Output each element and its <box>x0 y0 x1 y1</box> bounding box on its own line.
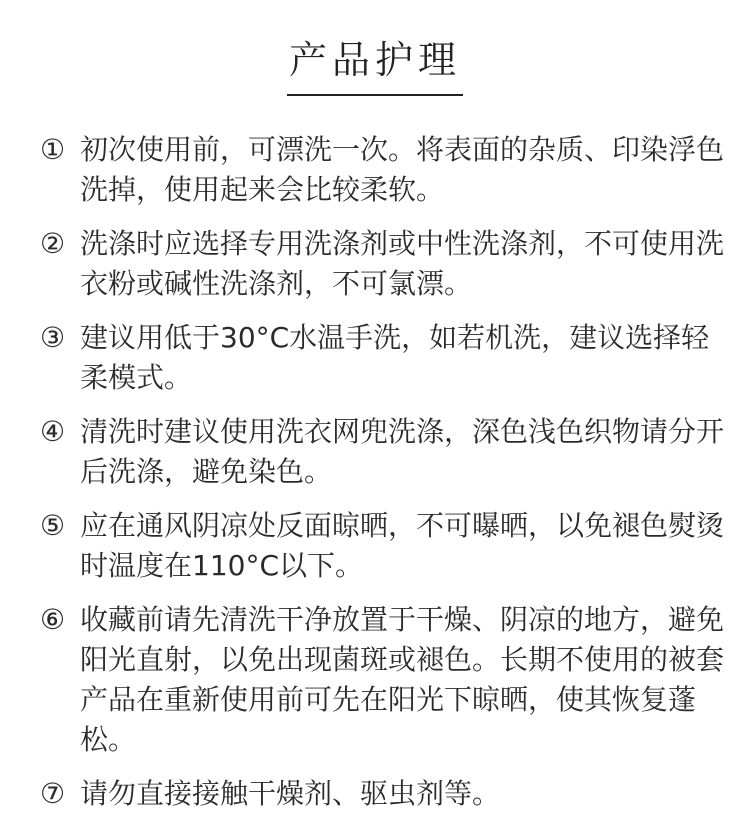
item-number: ④ <box>40 415 66 448</box>
care-list <box>40 130 730 828</box>
title-block <box>0 34 750 96</box>
item-number: ⑥ <box>40 603 66 636</box>
item-number: ② <box>40 227 66 260</box>
care-item-6 <box>40 600 730 760</box>
item-text: 请勿直接接触干燥剂、驱虫剂等。 <box>80 777 501 810</box>
item-number: ③ <box>40 321 66 354</box>
page-title: 产品护理 <box>287 34 463 96</box>
item-text: 收藏前请先清洗干净放置于干燥、阴凉的地方，避免阳光直射，以免出现菌斑或褪色。长期不使用的被套产品在重新使用前可先在阳光下晾晒，使其恢复蓬松。 <box>80 603 725 756</box>
item-text: 建议用低于30°C水温手洗，如若机洗，建议选择轻柔模式。 <box>80 321 710 394</box>
care-item-5 <box>40 506 730 586</box>
care-item-1 <box>40 130 730 210</box>
care-item-2 <box>40 224 730 304</box>
care-item-4 <box>40 412 730 492</box>
care-item-3 <box>40 318 730 398</box>
item-text: 清洗时建议使用洗衣网兜洗涤，深色浅色织物请分开后洗涤，避免染色。 <box>80 415 725 488</box>
item-number: ⑤ <box>40 509 66 542</box>
item-number: ① <box>40 133 66 166</box>
care-item-7 <box>40 774 730 814</box>
item-text: 初次使用前，可漂洗一次。将表面的杂质、印染浮色洗掉，使用起来会比较柔软。 <box>80 133 725 206</box>
item-text: 应在通风阴凉处反面晾晒，不可曝晒，以免褪色熨烫时温度在110°C以下。 <box>80 509 725 582</box>
item-text: 洗涤时应选择专用洗涤剂或中性洗涤剂，不可使用洗衣粉或碱性洗涤剂，不可氯漂。 <box>80 227 725 300</box>
item-number: ⑦ <box>40 777 66 810</box>
